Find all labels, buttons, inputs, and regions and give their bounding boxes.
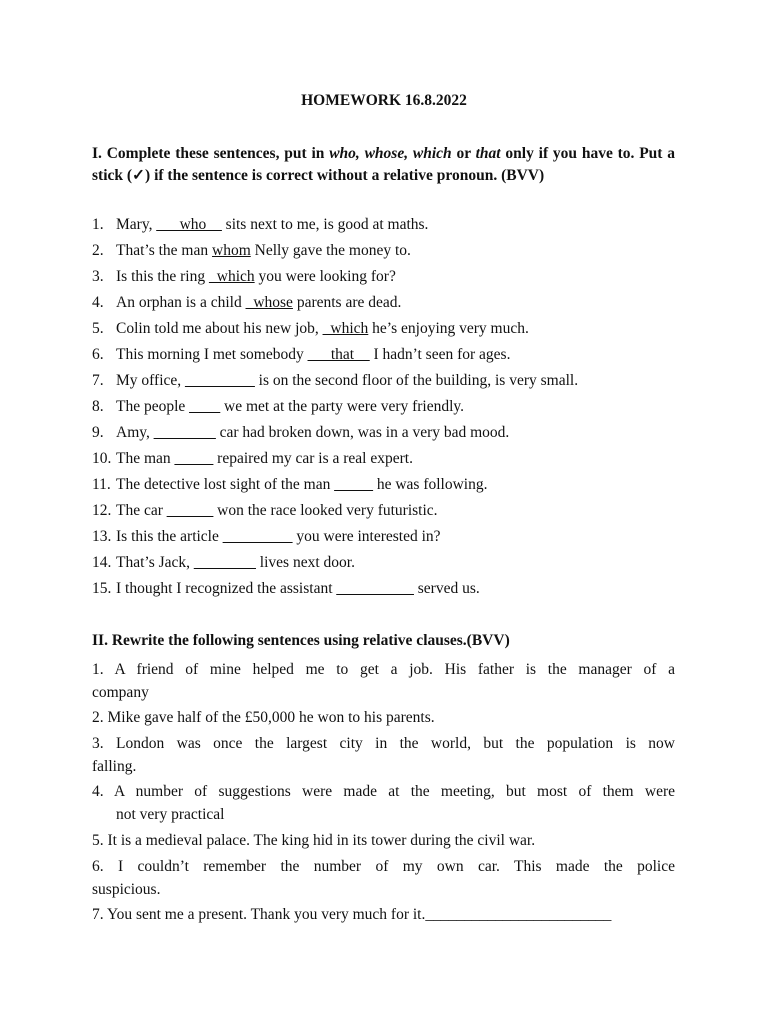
answer-blank: ________	[193, 554, 256, 571]
heading-word-or: or	[451, 145, 476, 162]
item-number: 5.	[92, 320, 104, 337]
item-number: 10.	[92, 450, 112, 467]
item-text-before: Amy,	[116, 424, 154, 441]
rewrite-item	[92, 780, 675, 826]
item-text-line-2: not very practical	[116, 806, 225, 823]
answer-blank: _which	[209, 268, 255, 285]
answer-blank: ________	[153, 424, 216, 441]
item-text-before: The detective lost sight of the man	[116, 476, 335, 493]
exercise-item	[92, 213, 675, 236]
item-text-after: sits next to me, is good at maths.	[221, 216, 429, 233]
heading-word-who: who,	[329, 145, 360, 162]
item-text-before: Mary,	[116, 216, 157, 233]
item-number: 4.	[92, 294, 104, 311]
item-text-after: parents are dead.	[292, 294, 402, 311]
item-text-before: I thought I recognized the assistant	[116, 580, 337, 597]
item-number: 5.	[92, 832, 104, 849]
item-number: 11.	[92, 476, 111, 493]
answer-blank: _which	[322, 320, 369, 337]
item-text-after: we met at the party were very friendly.	[220, 398, 465, 415]
exercise-item	[92, 291, 675, 314]
exercise-item	[92, 395, 675, 418]
rewrite-item	[92, 706, 675, 729]
rewrite-item	[92, 855, 675, 901]
section-2-heading: II. Rewrite the following sentences using relative clauses.(BVV)	[92, 632, 510, 649]
item-text-after: Nelly gave the money to.	[250, 242, 411, 259]
item-number: 2.	[92, 242, 104, 259]
exercise-item	[92, 239, 675, 262]
item-text-line-1: You sent me a present. Thank you very much for it.________________________	[106, 906, 612, 923]
item-text-line-1: I couldn’t remember the number of my own car. This made the police	[118, 858, 676, 875]
item-text-after: I hadn’t seen for ages.	[369, 346, 511, 363]
heading-text-3: ) if the sentence is correct without a relative pronoun. (BVV)	[145, 167, 545, 184]
check-icon: ✓	[132, 167, 146, 184]
exercise-item	[92, 447, 675, 470]
item-text-before: This morning I met somebody	[116, 346, 308, 363]
answer-blank: _____	[334, 476, 373, 493]
item-text-before: The man	[116, 450, 175, 467]
answer-blank: _________	[222, 528, 293, 545]
item-text-after: car had broken down, was in a very bad mood.	[215, 424, 510, 441]
item-number: 7.	[92, 906, 104, 923]
item-text-line-2: suspicious.	[92, 881, 161, 898]
answer-blank: _whose	[245, 294, 293, 311]
exercise-item	[92, 499, 675, 522]
rewrite-item	[92, 829, 675, 852]
item-number: 6.	[92, 346, 104, 363]
item-number: 15.	[92, 580, 112, 597]
item-text-before: Is this the ring	[116, 268, 209, 285]
heading-word-that: that	[475, 145, 501, 162]
item-text-after: he was following.	[372, 476, 488, 493]
section-1-heading	[92, 143, 675, 187]
item-text-before: Is this the article	[116, 528, 223, 545]
heading-text-2: only if you have to. Put a stick (	[92, 145, 676, 184]
item-text-after: is on the second floor of the building, is very small.	[254, 372, 579, 389]
answer-blank: whom	[212, 242, 251, 259]
item-number: 14.	[92, 554, 112, 571]
rewrite-item	[92, 732, 675, 778]
item-number: 7.	[92, 372, 104, 389]
answer-blank: _________	[185, 372, 255, 389]
item-number: 1.	[92, 216, 104, 233]
item-text-line-1: London was once the largest city in the world, but the population is now	[116, 735, 675, 752]
answer-blank: ______	[166, 502, 214, 519]
heading-word-which: which	[412, 145, 452, 162]
item-text-line-2: company	[92, 684, 149, 701]
item-number: 3.	[92, 268, 104, 285]
exercise-item	[92, 473, 675, 496]
answer-blank: __________	[336, 580, 414, 597]
item-number: 1.	[92, 661, 104, 678]
heading-word-whose: whose,	[364, 145, 409, 162]
answer-blank: _____	[174, 450, 214, 467]
item-number: 13.	[92, 528, 112, 545]
item-text-after: served us.	[413, 580, 480, 597]
item-number: 3.	[92, 735, 104, 752]
item-number: 9.	[92, 424, 104, 441]
item-text-before: The people	[116, 398, 190, 415]
item-number: 8.	[92, 398, 104, 415]
rewrite-item	[92, 903, 675, 926]
item-text-line-1: It is a medieval palace. The king hid in its tower during the civil war.	[107, 832, 536, 849]
item-number: 2.	[92, 709, 104, 726]
item-text-after: he’s enjoying very much.	[368, 320, 529, 337]
item-text-after: repaired my car is a real expert.	[213, 450, 413, 467]
item-number: 4.	[92, 783, 104, 800]
item-text-after: you were looking for?	[254, 268, 396, 285]
answer-blank: ___that__	[307, 346, 370, 363]
answer-blank: ____	[189, 398, 221, 415]
item-text-before: My office,	[116, 372, 186, 389]
exercise-item	[92, 369, 675, 392]
exercise-item	[92, 577, 675, 600]
item-number: 6.	[92, 858, 104, 875]
page-title: HOMEWORK 16.8.2022	[301, 92, 467, 109]
heading-text: I. Complete these sentences, put in	[92, 145, 330, 162]
item-text-before: The car	[116, 502, 167, 519]
item-text-after: won the race looked very futuristic.	[213, 502, 438, 519]
item-text-after: you were interested in?	[292, 528, 441, 545]
item-text-before: That’s Jack,	[116, 554, 194, 571]
item-text-before: Colin told me about his new job,	[116, 320, 323, 337]
exercise-item	[92, 265, 675, 288]
exercise-item	[92, 551, 675, 574]
item-text-line-2: falling.	[92, 758, 137, 775]
item-text-before: That’s the man	[116, 242, 212, 259]
item-text-after: lives next door.	[255, 554, 355, 571]
answer-blank: ___who__	[156, 216, 222, 233]
exercise-item	[92, 421, 675, 444]
exercise-item	[92, 525, 675, 548]
item-text-line-1: Mike gave half of the £50,000 he won to his parents.	[107, 709, 435, 726]
exercise-item	[92, 343, 675, 366]
item-number: 12.	[92, 502, 112, 519]
item-text-before: An orphan is a child	[116, 294, 246, 311]
item-text-line-1: A number of suggestions were made at the meeting, but most of them were	[114, 783, 675, 800]
rewrite-item	[92, 658, 675, 704]
exercise-item	[92, 317, 675, 340]
item-text-line-1: A friend of mine helped me to get a job. His father is the manager of a	[114, 661, 675, 678]
